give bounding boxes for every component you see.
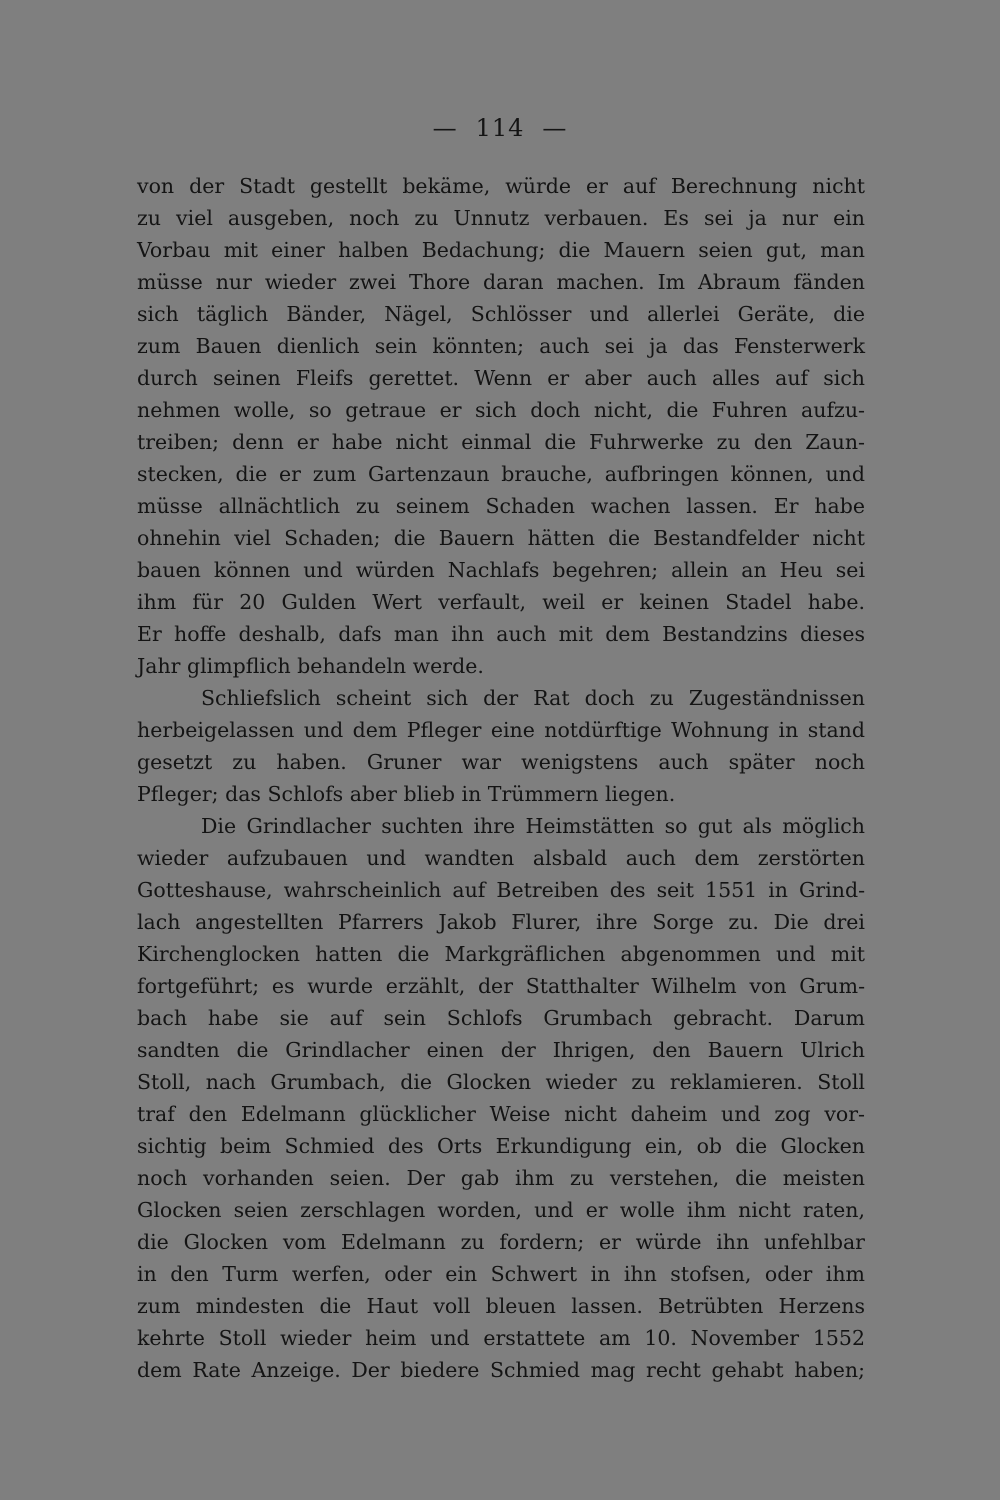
text-line: traf den Edelmann glücklicher Weise nicht daheim und zog vor- <box>137 1102 865 1126</box>
text-line: kehrte Stoll wieder heim und erstattete am 10. November 1552 <box>137 1326 865 1350</box>
text-line: zum Bauen dienlich sein könnten; auch sei ja das Fensterwerk <box>137 334 865 358</box>
text-line: durch seinen Fleifs gerettet. Wenn er aber auch alles auf sich <box>137 366 865 390</box>
text-line: fortgeführt; es wurde erzählt, der Statthalter Wilhelm von Grum- <box>137 974 865 998</box>
text-line: dem Rate Anzeige. Der biedere Schmied mag recht gehabt haben; <box>137 1358 865 1382</box>
paragraph <box>137 170 865 682</box>
text-line: sichtig beim Schmied des Orts Erkundigung ein, ob die Glocken <box>137 1134 865 1158</box>
page-number-value: 114 <box>475 114 525 142</box>
dash-right: — <box>542 114 568 142</box>
text-line: in den Turm werfen, oder ein Schwert in ihn stofsen, oder ihm <box>137 1262 865 1286</box>
text-line: die Glocken vom Edelmann zu fordern; er würde ihn unfehlbar <box>137 1230 865 1254</box>
text-line: zu viel ausgeben, noch zu Unnutz verbauen. Es sei ja nur ein <box>137 206 865 230</box>
dash-left: — <box>432 114 458 142</box>
page-number <box>0 114 1000 142</box>
text-line: Schliefslich scheint sich der Rat doch zu Zugeständnissen <box>201 686 865 710</box>
text-line: ihm für 20 Gulden Wert verfault, weil er keinen Stadel habe. <box>137 590 865 614</box>
text-line: gesetzt zu haben. Gruner war wenigstens auch später noch <box>137 750 865 774</box>
text-line: nehmen wolle, so getraue er sich doch nicht, die Fuhren aufzu- <box>137 398 865 422</box>
text-line: Gotteshause, wahrscheinlich auf Betreiben des seit 1551 in Grind- <box>137 878 865 902</box>
paragraph <box>137 682 865 810</box>
text-line: von der Stadt gestellt bekäme, würde er auf Berechnung nicht <box>137 174 865 198</box>
text-line: treiben; denn er habe nicht einmal die Fuhrwerke zu den Zaun- <box>137 430 865 454</box>
text-line: noch vorhanden seien. Der gab ihm zu verstehen, die meisten <box>137 1166 865 1190</box>
text-line: Glocken seien zerschlagen worden, und er wolle ihm nicht raten, <box>137 1198 865 1222</box>
text-line: Vorbau mit einer halben Bedachung; die Mauern seien gut, man <box>137 238 865 262</box>
text-line: Jahr glimpflich behandeln werde. <box>137 654 484 678</box>
text-line: bach habe sie auf sein Schlofs Grumbach gebracht. Darum <box>137 1006 865 1030</box>
text-line: sich täglich Bänder, Nägel, Schlösser und allerlei Geräte, die <box>137 302 865 326</box>
text-line: ohnehin viel Schaden; die Bauern hätten die Bestandfelder nicht <box>137 526 865 550</box>
text-line: müsse nur wieder zwei Thore daran machen. Im Abraum fänden <box>137 270 865 294</box>
text-line: bauen können und würden Nachlafs begehren; allein an Heu sei <box>137 558 865 582</box>
paragraph <box>137 810 865 1386</box>
text-line: Stoll, nach Grumbach, die Glocken wieder zu reklamieren. Stoll <box>137 1070 865 1094</box>
text-line: wieder aufzubauen und wandten alsbald auch dem zerstörten <box>137 846 865 870</box>
text-line: müsse allnächtlich zu seinem Schaden wachen lassen. Er habe <box>137 494 865 518</box>
body-text <box>137 170 865 1386</box>
text-line: lach angestellten Pfarrers Jakob Flurer, ihre Sorge zu. Die drei <box>137 910 865 934</box>
text-line: Pfleger; das Schlofs aber blieb in Trümmern liegen. <box>137 782 676 806</box>
text-line: stecken, die er zum Gartenzaun brauche, aufbringen können, und <box>137 462 865 486</box>
text-line: Die Grindlacher suchten ihre Heimstätten so gut als möglich <box>201 814 865 838</box>
text-line: Kirchenglocken hatten die Markgräflichen abgenommen und mit <box>137 942 865 966</box>
text-line: herbeigelassen und dem Pfleger eine notdürftige Wohnung in stand <box>137 718 865 742</box>
text-line: sandten die Grindlacher einen der Ihrigen, den Bauern Ulrich <box>137 1038 865 1062</box>
text-line: Er hoffe deshalb, dafs man ihn auch mit dem Bestandzins dieses <box>137 622 865 646</box>
text-line: zum mindesten die Haut voll bleuen lassen. Betrübten Herzens <box>137 1294 865 1318</box>
